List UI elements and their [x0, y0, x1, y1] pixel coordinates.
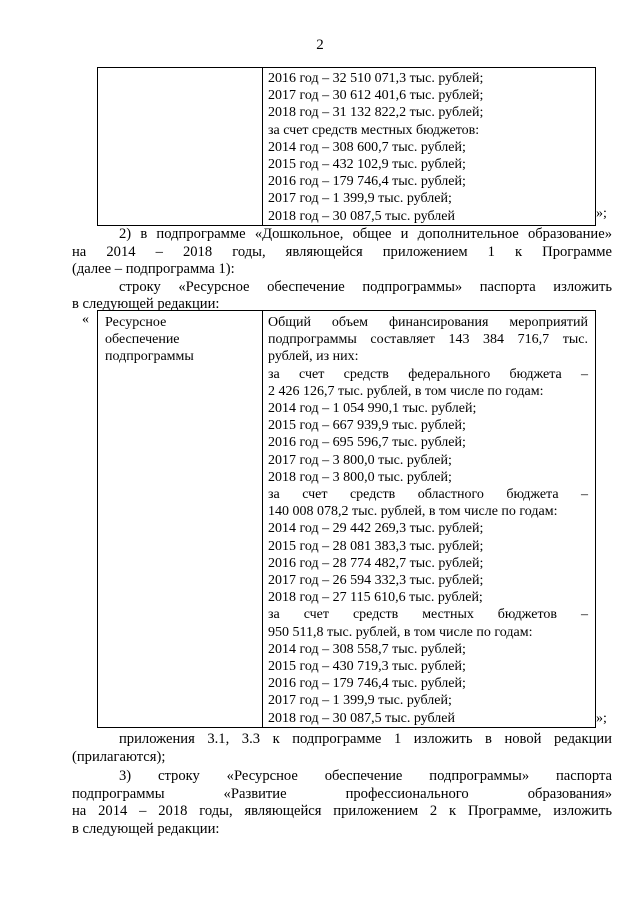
funding-line: 2017 год – 3 800,0 тыс. рублей;: [268, 452, 452, 468]
funding-line: 2016 год – 32 510 071,3 тыс. рублей;: [268, 71, 484, 86]
closing-quote-1: »;: [596, 206, 607, 221]
table-resource-provision: [97, 310, 596, 728]
funding-line: 2017 год – 1 399,9 тыс. рублей;: [268, 693, 452, 709]
funding-line: 2016 год – 28 774 482,7 тыс. рублей;: [268, 555, 484, 571]
funding-line: 2017 год – 30 612 401,6 тыс. рублей;: [268, 88, 484, 104]
paragraph-2: 2) в подпрограмме «Дошкольное, общее и дополнительное образование» на 2014 – 2018 годы, являющейся приложением 1 к Программе (далее – подпрограмма 1): строку «Ресурсное обеспечение подпрограммы» паспорта изложить в следующей редакции:: [72, 226, 612, 313]
row-content: Общий объем финансирования мероприятий подпрограммы составляет 143 384 716,7 тыс. рублей, из них: за счет средств федерального бюджета – 2 426 126,7 тыс. рублей, в том числе по годам: 2014 год – 1 054 990,1 тыс. рублей; 2015 год – 667 939,9 тыс. рублей; 2016 год – 695 596,7 тыс. рублей; 2017 год – 3 800,0 тыс. рублей; 2018 год – 3 800,0 тыс. рублей; за счет средств областного бюджета – 140 008 078,2 тыс. рублей, в том числе по годам: 2014 год – 29 442 269,3 тыс. рублей; 2015 год – 28 081 383,3 тыс. рублей; 2016 год – 28 774 482,7 тыс. рублей; 2017 год – 26 594 332,3 тыс. рублей; 2018 год – 27 115 610,6 тыс. рублей; за счет средств местных бюджетов – 950 511,8 тыс. рублей, в том числе по годам: 2014 год – 308 558,7 тыс. рублей; 2015 год – 430 719,3 тыс. рублей; 2016 год – 179 746,4 тыс. рублей; 2017 год – 1 399,9 тыс. рублей; 2018 год – 30 087,5 тыс. рублей: [268, 315, 588, 726]
funding-line: 2018 год – 30 087,5 тыс. рублей: [268, 710, 455, 726]
funding-line: 2015 год – 432 102,9 тыс. рублей;: [268, 157, 466, 173]
funding-line: за счет средств местных бюджетов:: [268, 122, 480, 138]
funding-line: 2018 год – 27 115 610,6 тыс. рублей;: [268, 590, 483, 606]
funding-line: 2016 год – 179 746,4 тыс. рублей;: [268, 676, 466, 692]
funding-line: 2018 год – 30 087,5 тыс. рублей: [268, 208, 455, 224]
funding-line: 2014 год – 308 600,7 тыс. рублей;: [268, 139, 466, 155]
funding-line: 2015 год – 667 939,9 тыс. рублей;: [268, 418, 466, 434]
funding-line: 2014 год – 29 442 269,3 тыс. рублей;: [268, 521, 484, 537]
funding-line: 2015 год – 28 081 383,3 тыс. рублей;: [268, 538, 484, 554]
paragraph-appendices: приложения 3.1, 3.3 к подпрограмме 1 изложить в новой редакции (прилагаются);: [72, 731, 612, 765]
funding-line: 2018 год – 3 800,0 тыс. рублей;: [268, 469, 452, 485]
funding-lines: [268, 70, 588, 225]
opening-quote-2: «: [82, 312, 89, 327]
table-continuation: [97, 67, 596, 226]
funding-line: 2017 год – 26 594 332,3 тыс. рублей;: [268, 573, 484, 589]
funding-line: 2016 год – 179 746,4 тыс. рублей;: [268, 174, 466, 190]
funding-line: 2018 год – 31 132 822,2 тыс. рублей;: [268, 105, 484, 121]
funding-line: 2014 год – 1 054 990,1 тыс. рублей;: [268, 401, 477, 417]
funding-line: 950 511,8 тыс. рублей, в том числе по годам:: [268, 624, 533, 640]
funding-line: 140 008 078,2 тыс. рублей, в том числе по годам:: [268, 504, 558, 520]
page-number: 2: [316, 37, 324, 53]
funding-line: 2 426 126,7 тыс. рублей, в том числе по годам:: [268, 383, 544, 399]
funding-line: 2017 год – 1 399,9 тыс. рублей;: [268, 191, 452, 207]
paragraph-3: 3) строку «Ресурсное обеспечение подпрограммы» паспорта подпрограммы «Развитие профессионального образования» на 2014 – 2018 годы, являющейся приложением 2 к Программе, изложить в следующей редакции:: [72, 768, 612, 837]
closing-quote-2: »;: [596, 711, 607, 726]
funding-line: 2015 год – 430 719,3 тыс. рублей;: [268, 659, 466, 675]
funding-line: 2016 год – 695 596,7 тыс. рублей;: [268, 435, 466, 451]
funding-line: 2014 год – 308 558,7 тыс. рублей;: [268, 641, 466, 657]
row-label: Ресурсное обеспечение подпрограммы: [105, 315, 194, 365]
